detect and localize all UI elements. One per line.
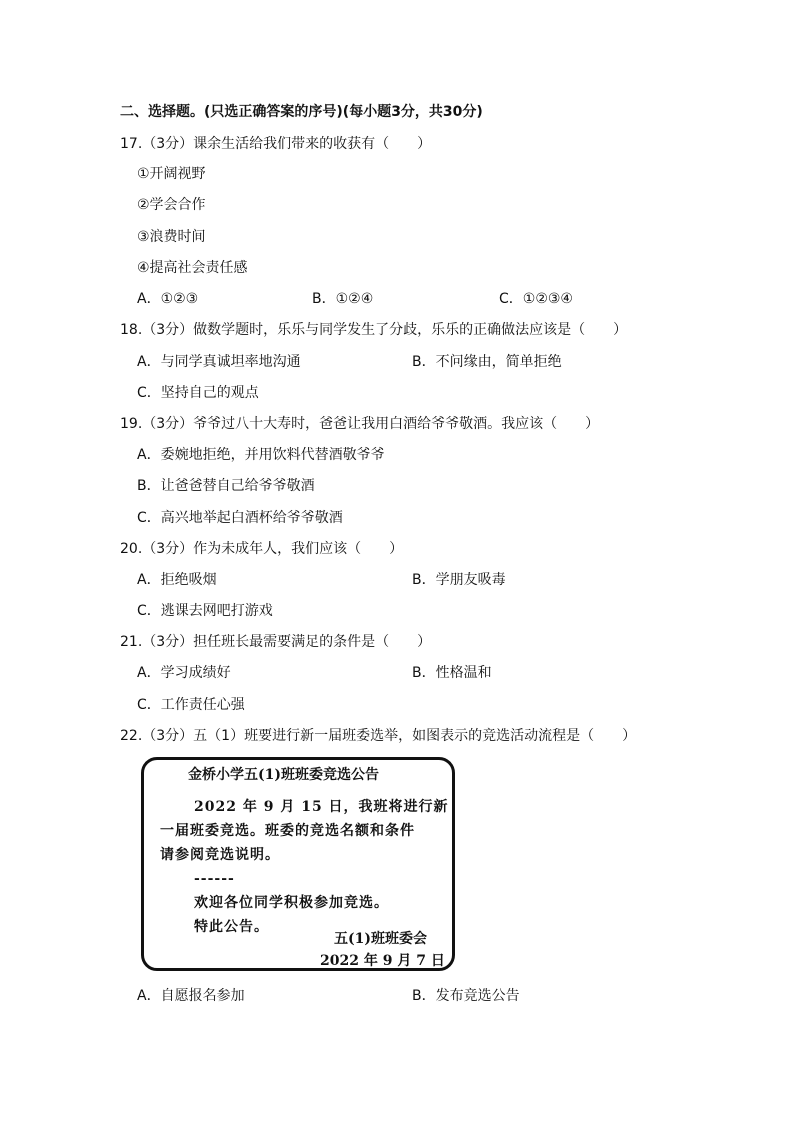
notice-line-2: 一届班委竞选。班委的竞选名额和条件 bbox=[160, 823, 415, 839]
question-22-stem: 22.（3分）五（1）班要进行新一届班委选举，如图表示的竞选活动流程是（ ） bbox=[120, 728, 637, 744]
notice-line-1: 2022 年 9 月 15 日，我班将进行新 bbox=[194, 799, 449, 815]
section-title: 二、选择题。(只选正确答案的序号)(每小题3分，共30分) bbox=[120, 104, 483, 120]
notice-title: 金桥小学五(1)班班委竞选公告 bbox=[188, 767, 379, 783]
notice-line-5: 欢迎各位同学积极参加竞选。 bbox=[194, 895, 389, 911]
question-21-stem: 21.（3分）担任班长最需要满足的条件是（ ） bbox=[120, 634, 432, 650]
question-17-item-3: ③浪费时间 bbox=[137, 229, 206, 245]
question-22-option-b: B．发布竞选公告 bbox=[412, 988, 520, 1004]
question-17-item-1: ①开阔视野 bbox=[137, 166, 206, 182]
election-notice-image bbox=[141, 757, 455, 971]
question-19-option-a: A．委婉地拒绝，并用饮料代替酒敬爷爷 bbox=[137, 447, 385, 463]
notice-line-4: ------ bbox=[194, 871, 235, 887]
question-17-stem: 17.（3分）课余生活给我们带来的收获有（ ） bbox=[120, 136, 432, 152]
question-18-option-a: A．与同学真诚坦率地沟通 bbox=[137, 354, 301, 370]
question-18-option-b: B．不问缘由，简单拒绝 bbox=[412, 354, 562, 370]
question-17-option-a: A．①②③ bbox=[137, 291, 199, 307]
question-19-stem: 19.（3分）爷爷过八十大寿时，爸爸让我用白酒给爷爷敬酒。我应该（ ） bbox=[120, 416, 600, 432]
question-20-option-b: B．学朋友吸毒 bbox=[412, 572, 506, 588]
question-18-option-c: C．坚持自己的观点 bbox=[137, 385, 259, 401]
question-20-option-c: C．逃课去网吧打游戏 bbox=[137, 603, 273, 619]
question-19-option-b: B．让爸爸替自己给爷爷敬酒 bbox=[137, 478, 315, 494]
question-19-option-c: C．高兴地举起白酒杯给爷爷敬酒 bbox=[137, 510, 343, 526]
question-17-option-b: B．①②④ bbox=[312, 291, 374, 307]
question-21-option-a: A．学习成绩好 bbox=[137, 665, 231, 681]
question-21-option-c: C．工作责任心强 bbox=[137, 697, 245, 713]
question-20-option-a: A．拒绝吸烟 bbox=[137, 572, 217, 588]
question-17-item-2: ②学会合作 bbox=[137, 197, 206, 213]
question-18-stem: 18.（3分）做数学题时，乐乐与同学发生了分歧，乐乐的正确做法应该是（ ） bbox=[120, 322, 628, 338]
question-21-option-b: B．性格温和 bbox=[412, 665, 492, 681]
notice-line-3: 请参阅竞选说明。 bbox=[160, 847, 280, 863]
notice-line-6: 特此公告。 bbox=[194, 919, 269, 935]
question-22-option-a: A．自愿报名参加 bbox=[137, 988, 245, 1004]
notice-date: 2022 年 9 月 7 日 bbox=[320, 953, 445, 969]
question-17-option-c: C．①②③④ bbox=[499, 291, 573, 307]
question-17-item-4: ④提高社会责任感 bbox=[137, 260, 248, 276]
question-20-stem: 20.（3分）作为未成年人，我们应该（ ） bbox=[120, 541, 404, 557]
notice-signature: 五(1)班班委会 bbox=[334, 931, 427, 947]
